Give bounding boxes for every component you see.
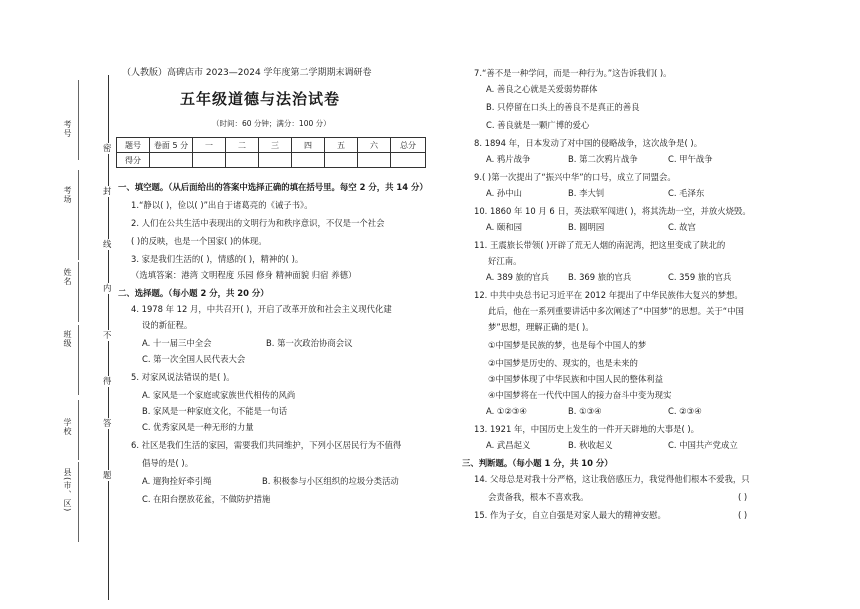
question-line: 倡导的是( )。	[142, 458, 194, 468]
option-line: A. 颐和园	[486, 222, 523, 232]
option-line: B. 李大钊	[568, 188, 605, 198]
margin-label-name: 姓名	[63, 268, 72, 286]
question-line: 12. 中共中央总书记习近平在 2012 年提出了中华民族伟大复兴的梦想。	[474, 290, 743, 300]
section-heading: 二、选择题。（每小题 2 分，共 20 分）	[118, 288, 269, 298]
option-line: ②中国梦是历史的、现实的，也是未来的	[488, 358, 638, 368]
option-line: A. ①②③④	[486, 406, 527, 416]
question-line: 6. 社区是我们生活的家园，需要我们共同维护，下列小区居民行为不值得	[131, 440, 402, 450]
table-cell: 总分	[391, 138, 426, 153]
option-line: C. 故宫	[668, 222, 696, 232]
margin-field-line	[78, 462, 79, 542]
question-line: 3. 家是我们生活的( )，情感的( )，精神的( )。	[131, 254, 304, 264]
option-line: B. 第二次鸦片战争	[568, 154, 638, 164]
option-line: B. 家风是一种家庭文化，不能是一句话	[142, 406, 288, 416]
answer-choices-note: （选填答案：港湾 文明程度 乐园 修身 精神面貌 归宿 养德）	[131, 270, 357, 280]
option-line: ①中国梦是民族的梦，也是每个中国人的梦	[488, 340, 647, 350]
margin-label-room: 考场	[63, 186, 72, 204]
score-input-cell[interactable]	[259, 153, 292, 168]
score-input-cell[interactable]	[226, 153, 259, 168]
margin-label-county: 县(市、区)	[63, 468, 72, 513]
question-line: 14. 父母总是对我十分严格，这让我倍感压力，我觉得他们根本不爱我，只	[474, 474, 750, 484]
question-line: 1.“静以( )，俭以( )”出自于诸葛亮的《诫子书》。	[131, 200, 313, 210]
question-line: 4. 1978 年 12 月，中共召开( )，开启了改革开放和社会主义现代化建	[131, 304, 392, 314]
margin-field-line	[78, 170, 79, 260]
table-cell: 得分	[117, 153, 150, 168]
margin-field-line	[78, 325, 79, 395]
option-line: B. 只停留在口头上的善良不是真正的善良	[486, 102, 640, 112]
option-line: B. 秋收起义	[568, 440, 613, 450]
question-line: 15. 作为子女，自立自强是对家人最大的精神安慰。	[474, 510, 666, 520]
question-line: 好江南。	[488, 256, 522, 266]
table-cell: 五	[325, 138, 358, 153]
question-line: 10. 1860 年 10 月 6 日，英法联军闯进( )，将其洗劫一空，并放火烧毁。	[474, 206, 751, 216]
question-line: 13. 1921 年，中国历史上发生的一件开天辟地的大事是( )。	[474, 424, 700, 434]
seal-char: 得	[103, 376, 112, 386]
option-line: C. 毛泽东	[668, 188, 705, 198]
option-line: B. ①③④	[568, 406, 602, 416]
option-line: A. 遛狗拴好牵引绳	[142, 476, 212, 486]
option-line: ③中国梦体现了中华民族和中国人民的整体利益	[488, 374, 664, 384]
option-line: C. 甲午战争	[668, 154, 713, 164]
margin-field-line	[78, 80, 79, 160]
section-heading: 一、填空题。（从后面给出的答案中选择正确的填在括号里。每空 2 分，共 14 分）	[118, 182, 428, 192]
table-cell: 题号	[117, 138, 150, 153]
question-line: 会责备我，根本不喜欢我。	[488, 492, 589, 502]
option-line: ④中国梦将在一代代中国人的接力奋斗中变为现实	[488, 390, 672, 400]
option-line: A. 389 旅的官兵	[486, 272, 550, 282]
table-cell: 六	[358, 138, 391, 153]
margin-field-line	[78, 400, 79, 460]
seal-char: 封	[103, 186, 112, 196]
score-input-cell[interactable]	[391, 153, 426, 168]
score-input-cell[interactable]	[150, 153, 193, 168]
score-table-score-row	[117, 153, 426, 168]
score-table	[116, 137, 426, 168]
option-line: C. 在阳台摆放花盆，不做防护措施	[142, 494, 271, 504]
option-line: B. 圆明园	[568, 222, 605, 232]
question-line: ( )的反映，也是一个国家( )的体现。	[131, 236, 267, 246]
question-line: 此后，他在一系列重要讲话中多次阐述了“中国梦”的思想。关于“中国	[488, 306, 744, 316]
seal-char: 内	[103, 283, 112, 293]
question-line: 9.( )第一次提出了“振兴中华”的口号，成立了同盟会。	[474, 172, 676, 182]
option-line: B. 369 旅的官兵	[568, 272, 632, 282]
option-line: B. 积极参与小区组织的垃圾分类活动	[262, 476, 399, 486]
margin-field-line	[78, 262, 79, 322]
option-line: A. 武昌起义	[486, 440, 531, 450]
seal-char: 线	[103, 239, 112, 249]
table-cell: 三	[259, 138, 292, 153]
question-line: 5. 对家风说法错误的是( )。	[131, 372, 235, 382]
option-line: A. 孙中山	[486, 188, 523, 198]
answer-bracket[interactable]: ( )	[738, 492, 748, 502]
option-line: A. 善良之心就是关爱弱势群体	[486, 84, 598, 94]
question-line: 11. 王震旅长带领( )开辟了荒无人烟的南泥湾，把这里变成了陕北的	[474, 240, 726, 250]
section-heading: 三、判断题。（每小题 1 分，共 10 分）	[462, 458, 613, 468]
margin-label-class: 班级	[63, 330, 72, 348]
seal-char: 题	[103, 470, 112, 480]
exam-info: （时间：60 分钟；满分：100 分）	[212, 119, 331, 128]
seal-char: 密	[103, 143, 112, 153]
question-line: 梦”思想，理解正确的是( )。	[488, 322, 594, 332]
question-line: 7.“善不是一种学问，而是一种行为。”这告诉我们( )。	[474, 68, 672, 78]
score-input-cell[interactable]	[193, 153, 226, 168]
score-input-cell[interactable]	[292, 153, 325, 168]
score-input-cell[interactable]	[358, 153, 391, 168]
table-cell: 四	[292, 138, 325, 153]
option-line: C. 359 旅的官兵	[668, 272, 732, 282]
margin-label-school: 学校	[63, 418, 72, 436]
option-line: A. 鸦片战争	[486, 154, 531, 164]
table-cell: 一	[193, 138, 226, 153]
question-line: 设的新征程。	[142, 320, 193, 330]
seal-char: 答	[103, 418, 112, 428]
option-line: C. 优秀家风是一种无形的力量	[142, 422, 254, 432]
option-line: C. 第一次全国人民代表大会	[142, 354, 246, 364]
question-line: 8. 1894 年，日本发动了对中国的侵略战争，这次战争是( )。	[474, 138, 703, 148]
option-line: C. 善良就是一颗广博的爱心	[486, 120, 590, 130]
question-line: 2. 人们在公共生活中表现出的文明行为和秩序意识，不仅是一个社会	[131, 218, 385, 228]
option-line: A. 十一届三中全会	[142, 338, 212, 348]
table-cell: 卷面 5 分	[150, 138, 193, 153]
option-line: C. 中国共产党成立	[668, 440, 738, 450]
option-line: B. 第一次政治协商会议	[266, 338, 353, 348]
score-input-cell[interactable]	[325, 153, 358, 168]
table-cell: 二	[226, 138, 259, 153]
seal-char: 不	[103, 330, 112, 340]
option-line: C. ②③④	[668, 406, 702, 416]
page-title: 五年级道德与法治试卷	[180, 90, 341, 108]
option-line: A. 家风是一个家庭或家族世代相传的风尚	[142, 390, 296, 400]
margin-label-exam-no: 考号	[63, 120, 72, 138]
score-table-header-row	[117, 138, 426, 153]
exam-source: （人教版）高碑店市 2023—2024 学年度第二学期期末调研卷	[122, 68, 372, 78]
answer-bracket[interactable]: ( )	[738, 510, 748, 520]
